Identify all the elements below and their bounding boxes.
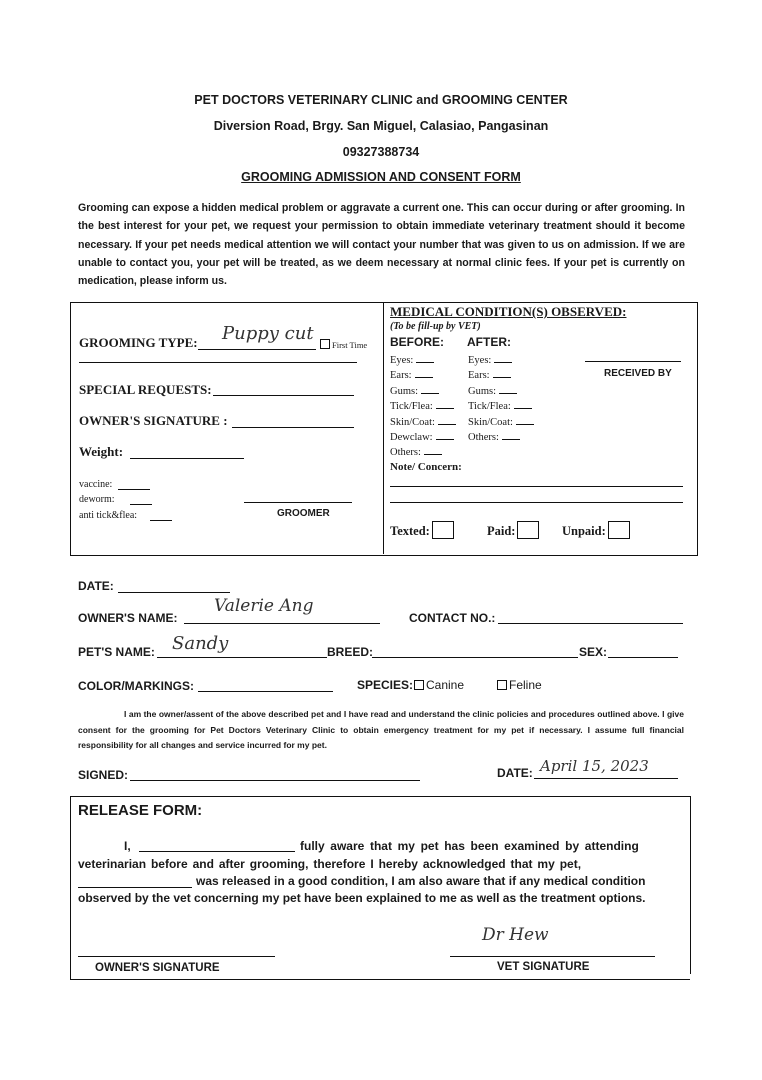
owner-name-label: OWNER'S NAME: [78, 611, 178, 625]
consent-text: I am the owner/assent of the above described pet and I have read and understand the clinic policies and procedures outlined above. I give consent for the grooming for Pet Doctors Veterinary Clinic to obtain emergency treatment for my pet if necessary. I assume full financial responsibility for all changes and service incurred for my pet. [78, 709, 684, 750]
deworm-field[interactable] [130, 504, 152, 505]
checkbox-icon [320, 339, 330, 349]
feline-option[interactable] [497, 678, 542, 692]
pet-name-label: PET'S NAME: [78, 645, 155, 659]
canine-option[interactable] [414, 678, 464, 692]
medical-condition-title: MEDICAL CONDITION(S) OBSERVED: [390, 304, 627, 319]
owner-signature-field[interactable] [232, 427, 354, 428]
release-line1-start: I, [124, 839, 131, 853]
before-item-field[interactable] [424, 445, 442, 455]
signed-date-label: DATE: [497, 766, 533, 780]
texted-label: Texted: [390, 524, 430, 538]
after-item[interactable] [468, 415, 534, 428]
before-item[interactable] [390, 399, 454, 412]
release-bottom-border [70, 979, 690, 980]
release-pet-field[interactable] [78, 887, 192, 888]
after-item[interactable] [468, 353, 512, 366]
breed-field[interactable] [372, 657, 578, 658]
after-item-field[interactable] [494, 353, 512, 363]
clinic-address: Diversion Road, Brgy. San Miguel, Calasiao, Pangasinan [213, 119, 549, 133]
before-item[interactable] [390, 353, 434, 366]
box-divider [383, 302, 384, 554]
contact-label: CONTACT NO.: [409, 611, 496, 625]
owner-signature-line[interactable] [78, 956, 275, 957]
note-label: Note/ Concern: [390, 461, 462, 473]
after-item[interactable] [468, 384, 517, 397]
received-by-label: RECEIVED BY [604, 368, 672, 379]
before-label: BEFORE: [390, 335, 444, 349]
sex-label: SEX: [579, 645, 608, 659]
after-item-label: Skin/Coat: [468, 416, 513, 428]
before-item-label: Skin/Coat: [390, 416, 435, 428]
clinic-name: PET DOCTORS VETERINARY CLINIC and GROOMING CENTER [194, 93, 568, 107]
unpaid-label: Unpaid: [562, 524, 606, 538]
before-item-field[interactable] [421, 384, 439, 394]
owner-signature-label: OWNER'S SIGNATURE : [79, 413, 228, 428]
paid-label: Paid: [487, 524, 516, 538]
checkbox-icon [414, 680, 424, 690]
after-item-field[interactable] [493, 368, 511, 378]
checkbox-icon [497, 680, 507, 690]
vaccine-label: vaccine: [79, 479, 113, 490]
after-label: AFTER: [467, 335, 511, 349]
signed-field[interactable] [130, 780, 420, 781]
after-item[interactable] [468, 399, 532, 412]
before-item-field[interactable] [415, 368, 433, 378]
before-item-label: Eyes: [390, 355, 414, 366]
pet-name-value: Sandy [172, 633, 229, 654]
anti-tick-label: anti tick&flea: [79, 510, 138, 521]
release-left-border [70, 796, 71, 980]
anti-tick-field[interactable] [150, 520, 172, 521]
vet-signature-value: Dr Hew [482, 925, 549, 945]
after-item[interactable] [468, 430, 520, 443]
grooming-type-field[interactable] [198, 349, 316, 350]
before-item[interactable] [390, 384, 439, 397]
signed-date-field[interactable] [534, 778, 678, 779]
after-item-field[interactable] [516, 415, 534, 425]
color-markings-field[interactable] [198, 691, 333, 692]
before-item-label: Dewclaw: [390, 432, 433, 443]
intro-paragraph: Grooming can expose a hidden medical problem or aggravate a current one. This can occur during or after grooming. In the best interest for your pet, we request your permission to obtain immediate veterinary treatment should it become necessary. If your pet needs medical attention we will contact your number that was given to us on admission. If we are unable to contact you, your pet will be treated, as we deem necessary at normal clinic fees. If your pet is currently on medication, please inform us. [78, 202, 685, 288]
after-item-label: Others: [468, 432, 499, 443]
before-item-field[interactable] [436, 430, 454, 440]
note-line-2[interactable] [390, 502, 683, 503]
clinic-phone: 09327388734 [342, 145, 420, 159]
before-item[interactable] [390, 368, 433, 381]
breed-label: BREED: [327, 645, 374, 659]
vet-signature-line[interactable] [450, 956, 655, 957]
after-item-field[interactable] [502, 430, 520, 440]
note-line-1[interactable] [390, 486, 683, 487]
texted-checkbox[interactable] [390, 521, 454, 539]
release-right-border [690, 796, 691, 974]
pet-name-field[interactable] [157, 657, 327, 658]
weight-field[interactable] [130, 458, 244, 459]
before-item-field[interactable] [436, 399, 454, 409]
before-item-label: Others: [390, 447, 421, 459]
special-requests-field[interactable] [213, 395, 354, 396]
form-title: GROOMING ADMISSION AND CONSENT FORM [241, 170, 521, 184]
date-label: DATE: [78, 579, 114, 593]
after-item-label: Ears: [468, 370, 490, 382]
release-owner-signature-label: OWNER'S SIGNATURE [95, 962, 220, 974]
first-time-label: First Time [332, 340, 368, 350]
owner-name-field[interactable] [184, 623, 380, 624]
before-item-field[interactable] [438, 415, 456, 425]
after-item-label: Tick/Flea: [468, 401, 511, 413]
signed-label: SIGNED: [78, 768, 129, 782]
received-by-line[interactable] [585, 361, 681, 362]
color-markings-label: COLOR/MARKINGS: [78, 679, 194, 693]
release-line2: veterinarian before and after grooming, therefore I hereby acknowledged that my pet, [78, 857, 582, 871]
release-top-border [70, 796, 690, 797]
first-time-checkbox[interactable] [320, 339, 367, 350]
grooming-type-extra-line[interactable] [79, 362, 357, 363]
unpaid-checkbox[interactable] [562, 521, 630, 539]
owner-name-value: Valerie Ang [214, 596, 314, 616]
after-item-label: Eyes: [468, 355, 492, 366]
before-item[interactable] [390, 415, 456, 428]
unpaid-box [608, 521, 630, 539]
texted-box [432, 521, 454, 539]
after-item[interactable] [468, 368, 511, 381]
signed-date-value: April 15, 2023 [540, 757, 649, 775]
after-item-field[interactable] [499, 384, 517, 394]
release-form-title: RELEASE FORM: [78, 802, 203, 819]
release-name-field[interactable] [139, 851, 295, 852]
release-line4: observed by the vet concerning my pet have been explained to me as well as the treatment options. [78, 891, 646, 905]
before-item[interactable] [390, 430, 454, 443]
after-item-label: Gums: [468, 385, 497, 397]
before-item-label: Tick/Flea: [390, 401, 433, 413]
special-requests-label: SPECIAL REQUESTS: [79, 382, 212, 397]
paid-box [517, 521, 539, 539]
grooming-type-label: GROOMING TYPE: [79, 335, 198, 350]
feline-label: Feline [509, 678, 542, 692]
before-item-field[interactable] [416, 353, 434, 363]
date-field[interactable] [118, 592, 230, 593]
groomer-signature-line[interactable] [244, 502, 352, 503]
vet-signature-label: VET SIGNATURE [497, 961, 590, 973]
grooming-type-value: Puppy cut [222, 323, 314, 344]
before-item-label: Gums: [390, 385, 419, 397]
species-label: SPECIES: [357, 678, 414, 692]
contact-field[interactable] [498, 623, 683, 624]
release-line3-end: was released in a good condition, I am also aware that if any medical condition [196, 874, 646, 888]
vet-subtitle: (To be fill-up by VET) [390, 321, 481, 332]
paid-checkbox[interactable] [487, 521, 539, 539]
release-line1-end: fully aware that my pet has been examined by attending [300, 839, 639, 853]
canine-label: Canine [426, 678, 465, 692]
groomer-label: GROOMER [277, 508, 330, 519]
after-item-field[interactable] [514, 399, 532, 409]
deworm-label: deworm: [79, 494, 115, 505]
before-item[interactable] [390, 445, 442, 458]
sex-field[interactable] [608, 657, 678, 658]
weight-label: Weight: [79, 444, 124, 459]
before-item-label: Ears: [390, 370, 412, 382]
vaccine-field[interactable] [118, 489, 150, 490]
